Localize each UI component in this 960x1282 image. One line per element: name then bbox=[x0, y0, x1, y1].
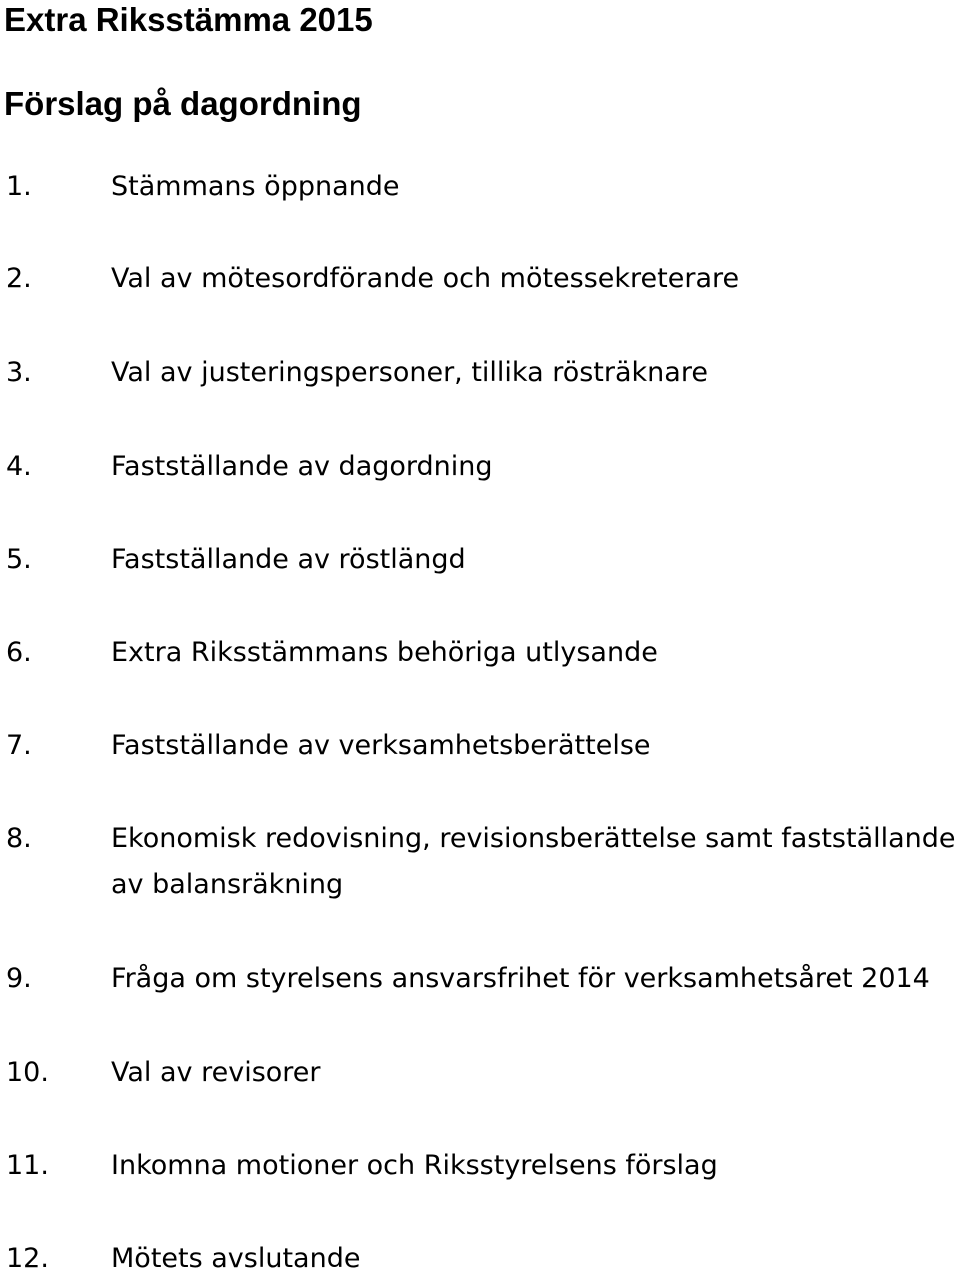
agenda-item-text: Extra Riksstämmans behöriga utlysande bbox=[111, 637, 658, 668]
agenda-item-number: 3. bbox=[6, 357, 32, 388]
agenda-item-text: Val av mötesordförande och mötessekreterare bbox=[111, 263, 740, 294]
agenda-item-text: Inkomna motioner och Riksstyrelsens förslag bbox=[111, 1150, 718, 1181]
agenda-item-number: 2. bbox=[6, 263, 32, 294]
agenda-item-number: 6. bbox=[6, 637, 32, 668]
agenda-item-text: Val av justeringspersoner, tillika rösträknare bbox=[111, 357, 708, 388]
agenda-item-number: 8. bbox=[6, 823, 32, 854]
page-subtitle: Förslag på dagordning bbox=[4, 85, 362, 122]
agenda-item-number: 5. bbox=[6, 544, 32, 575]
agenda-item-number: 12. bbox=[6, 1243, 49, 1274]
agenda-item-number: 1. bbox=[6, 171, 32, 202]
agenda-item-text: Stämmans öppnande bbox=[111, 171, 400, 202]
agenda-item-text: Mötets avslutande bbox=[111, 1243, 361, 1274]
agenda-item-text: Fastställande av verksamhetsberättelse bbox=[111, 730, 651, 761]
agenda-item-number: 9. bbox=[6, 963, 32, 994]
agenda-item-text: Val av revisorer bbox=[111, 1057, 321, 1088]
agenda-item-number: 4. bbox=[6, 451, 32, 482]
agenda-item-number: 10. bbox=[6, 1057, 49, 1088]
agenda-item-number: 11. bbox=[6, 1150, 49, 1181]
agenda-item-text: Fastställande av röstlängd bbox=[111, 544, 466, 575]
agenda-item-text: Fastställande av dagordning bbox=[111, 451, 493, 482]
agenda-item-text: Fråga om styrelsens ansvarsfrihet för verksamhetsåret 2014 bbox=[111, 963, 930, 994]
page-title: Extra Riksstämma 2015 bbox=[4, 1, 373, 38]
agenda-item-text: Ekonomisk redovisning, revisionsberättelse samt fastställande av balansräkning bbox=[111, 823, 956, 900]
agenda-item-number: 7. bbox=[6, 730, 32, 761]
